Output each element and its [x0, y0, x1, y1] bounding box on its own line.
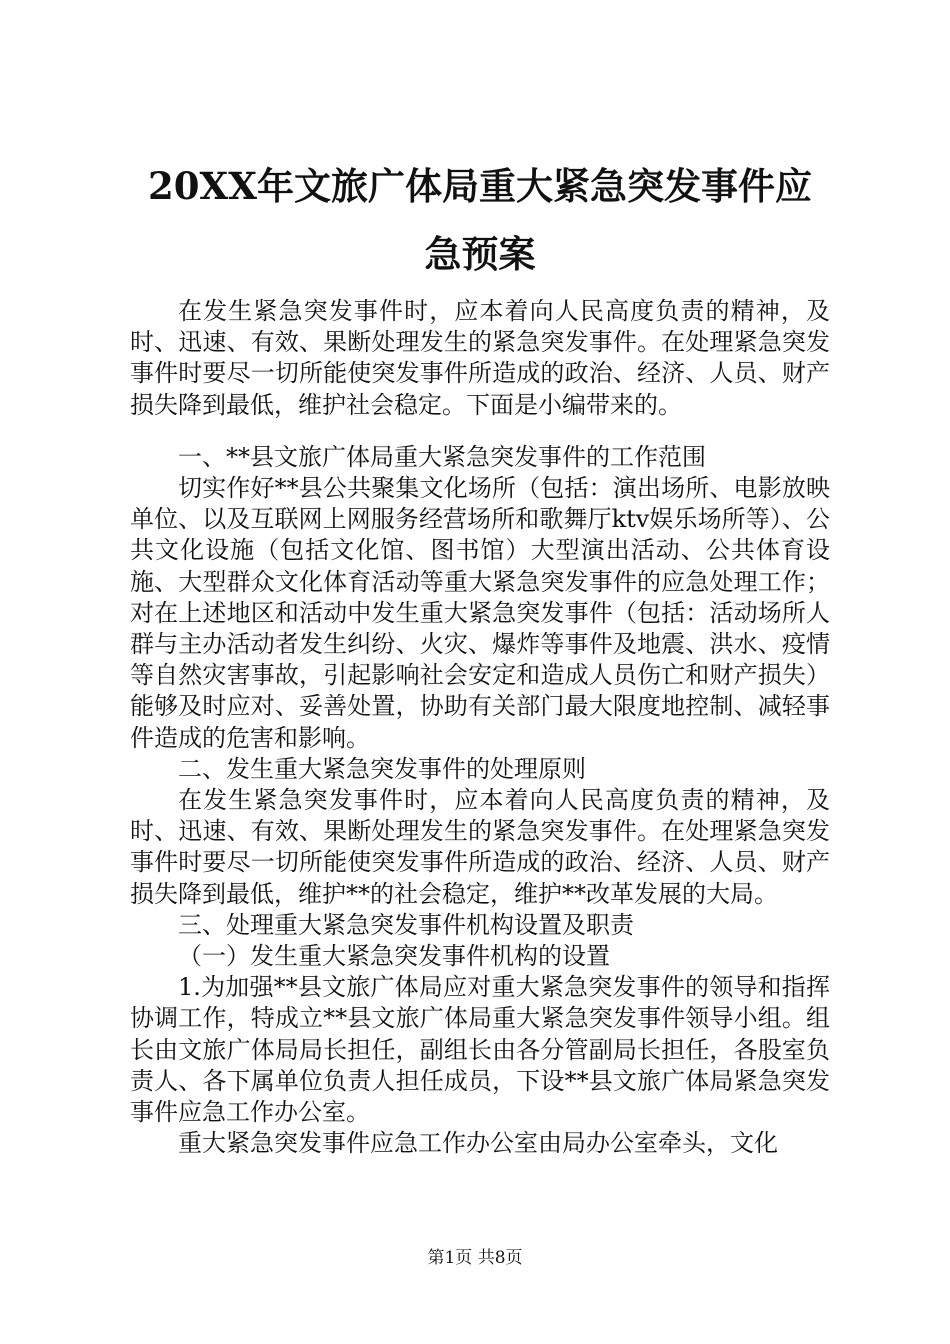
subsection-heading-1: （一）发生重大紧急突发事件机构的设置: [178, 942, 610, 971]
section-heading-3: 三、处理重大紧急突发事件机构设置及职责: [178, 910, 634, 939]
intro-paragraph: 在发生紧急突发事件时，应本着向人民高度负责的精神，及时、迅速、有效、果断处理发生的紧急突发事件。在处理紧急突发事件时要尽一切所能使突发事件所造成的政治、经济、人员、财产损失降到最低，维护社会稳定。下面是小编带来的。: [130, 297, 830, 419]
section-2-paragraph: 在发生紧急突发事件时，应本着向人民高度负责的精神，及时、迅速、有效、果断处理发生的紧急突发事件。在处理紧急突发事件时要尽一切所能使突发事件所造成的政治、经济、人员、财产损失降到最低，维护**的社会稳定，维护**改革发展的大局。: [130, 786, 830, 908]
section-1-paragraph: 切实作好**县公共聚集文化场所（包括：演出场所、电影放映单位、以及互联网上网服务经营场所和歌舞厅ktv娱乐场所等）、公共文化设施（包括文化馆、图书馆）大型演出活动、公共体育设施、大型群众文化体育活动等重大紧急突发事件的应急处理工作；对在上述地区和活动中发生重大紧急突发事件（包括：活动场所人群与主办活动者发生纠纷、火灾、爆炸等事件及地震、洪水、疫情等自然灾害事故，引起影响社会安定和造成人员伤亡和财产损失）能够及时应对、妥善处置，协助有关部门最大限度地控制、减轻事件造成的危害和影响。: [130, 474, 830, 752]
document-title: 20XX年文旅广体局重大紧急突发事件应急预案: [148, 164, 812, 276]
subsection-1-paragraph: 1.为加强**县文旅广体局应对重大紧急突发事件的领导和指挥协调工作，特成立**县文旅广体局重大紧急突发事件领导小组。组长由文旅广体局局长担任，副组长由各分管副局长担任，各股室负责人、各下属单位负责人担任成员，下设**县文旅广体局紧急突发事件应急工作办公室。: [130, 973, 830, 1127]
document-body: [130, 296, 830, 1159]
subsection-1-paragraph-cont: 重大紧急突发事件应急工作办公室由局办公室牵头，文化: [178, 1129, 778, 1158]
page-number: 第1页 共8页: [427, 1248, 523, 1268]
section-heading-2: 二、发生重大紧急突发事件的处理原则: [178, 754, 586, 783]
section-heading-1: 一、**县文旅广体局重大紧急突发事件的工作范围: [178, 442, 706, 471]
